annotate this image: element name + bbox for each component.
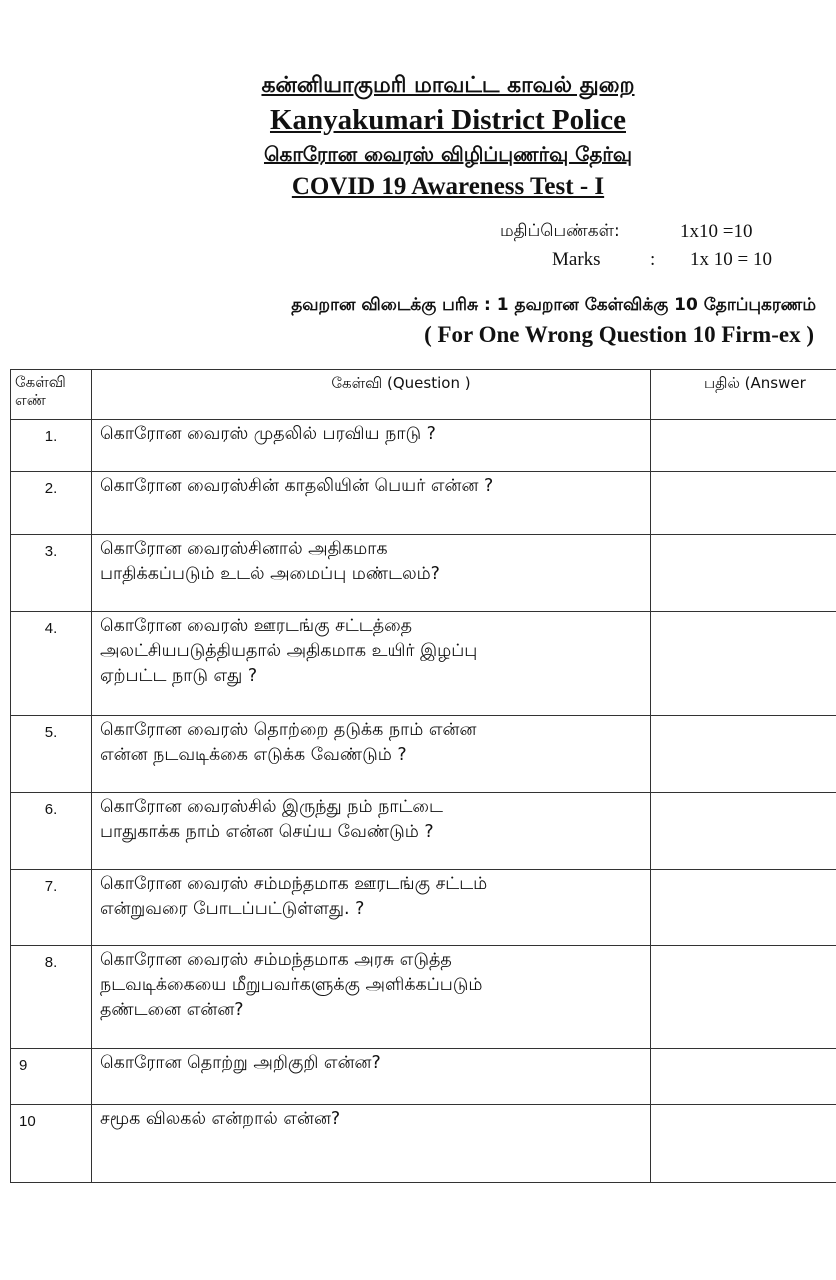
question-text: கொரோன வைரஸ் முதலில் பரவிய நாடு ? bbox=[92, 420, 651, 472]
answer-cell[interactable] bbox=[651, 420, 836, 472]
test-title-tamil: கொரோன வைரஸ் விழிப்புணர்வு தேர்வு bbox=[263, 142, 633, 166]
header-question-number: கேள்வி எண் bbox=[11, 370, 92, 420]
answer-cell[interactable] bbox=[651, 535, 836, 612]
question-number: 1. bbox=[11, 420, 92, 472]
question-text: கொரோன வைரஸ் தொற்றை தடுக்க நாம் என்ன என்ன நடவடிக்கை எடுக்க வேண்டும் ? bbox=[92, 716, 651, 793]
question-number: 3. bbox=[11, 535, 92, 612]
header-question: கேள்வி (Question ) bbox=[92, 370, 651, 420]
table-row bbox=[11, 946, 836, 1049]
test-title-english: COVID 19 Awareness Test - I bbox=[291, 173, 605, 200]
answer-cell[interactable] bbox=[651, 612, 836, 716]
question-number: 5. bbox=[11, 716, 92, 793]
question-text: கொரோன வைரஸ்சின் காதலியின் பெயர் என்ன ? bbox=[92, 472, 651, 535]
question-number: 2. bbox=[11, 472, 92, 535]
question-number: 7. bbox=[11, 870, 92, 946]
marks-value-english: 1x 10 = 10 bbox=[690, 249, 772, 270]
answer-cell[interactable] bbox=[651, 472, 836, 535]
rule-tamil: தவறான விடைக்கு பரிசு : 1 தவறான கேள்விக்கு 10 தோப்புகரணம் bbox=[291, 295, 816, 315]
question-number: 10 bbox=[11, 1105, 92, 1183]
marks-colon: : bbox=[650, 249, 656, 270]
marks-block bbox=[500, 218, 772, 274]
table-row bbox=[11, 870, 836, 946]
title-english: Kanyakumari District Police bbox=[269, 104, 626, 136]
question-number: 4. bbox=[11, 612, 92, 716]
table-row bbox=[11, 1105, 836, 1183]
question-number: 9 bbox=[11, 1049, 92, 1105]
marks-label-tamil: மதிப்பெண்கள்: bbox=[500, 221, 620, 241]
answer-cell[interactable] bbox=[651, 946, 836, 1049]
title-tamil: கன்னியாகுமரி மாவட்ட காவல் துறை bbox=[261, 73, 635, 98]
question-text: கொரோன தொற்று அறிகுறி என்ன? bbox=[92, 1049, 651, 1105]
question-text: கொரோன வைரஸ்சில் இருந்து நம் நாட்டை பாதுகாக்க நாம் என்ன செய்ய வேண்டும் ? bbox=[92, 793, 651, 870]
question-text: கொரோன வைரஸ் ஊரடங்கு சட்டத்தை அலட்சியபடுத்தியதால் அதிகமாக உயிர் இழப்பு ஏற்பட்ட நாடு எது ? bbox=[92, 612, 651, 716]
table-row bbox=[11, 793, 836, 870]
table-row bbox=[11, 612, 836, 716]
header-answer: பதில் (Answer bbox=[651, 370, 836, 420]
marks-value-tamil: 1x10 =10 bbox=[680, 221, 753, 242]
question-text: கொரோன வைரஸ்சினால் அதிகமாக பாதிக்கப்படும் உடல் அமைப்பு மண்டலம்? bbox=[92, 535, 651, 612]
table-row bbox=[11, 1049, 836, 1105]
question-text: கொரோன வைரஸ் சம்மந்தமாக ஊரடங்கு சட்டம் என்றுவரை போடப்பட்டுள்ளது. ? bbox=[92, 870, 651, 946]
table-row bbox=[11, 420, 836, 472]
document-header bbox=[0, 70, 836, 204]
marks-label-english: Marks bbox=[552, 249, 601, 270]
answer-cell[interactable] bbox=[651, 716, 836, 793]
answer-cell[interactable] bbox=[651, 1049, 836, 1105]
question-number: 6. bbox=[11, 793, 92, 870]
question-table bbox=[10, 369, 836, 1183]
answer-cell[interactable] bbox=[651, 870, 836, 946]
rules-block bbox=[0, 290, 836, 350]
table-row bbox=[11, 716, 836, 793]
answer-cell[interactable] bbox=[651, 793, 836, 870]
question-text: சமூக விலகல் என்றால் என்ன? bbox=[92, 1105, 651, 1183]
table-row bbox=[11, 535, 836, 612]
rule-english: ( For One Wrong Question 10 Firm-ex ) bbox=[424, 322, 814, 347]
question-text: கொரோன வைரஸ் சம்மந்தமாக அரசு எடுத்த நடவடிக்கையை மீறுபவர்களுக்கு அளிக்கப்படும் தண்டனை என்ன? bbox=[92, 946, 651, 1049]
table-row bbox=[11, 472, 836, 535]
answer-cell[interactable] bbox=[651, 1105, 836, 1183]
question-number: 8. bbox=[11, 946, 92, 1049]
table-header-row bbox=[11, 370, 836, 420]
